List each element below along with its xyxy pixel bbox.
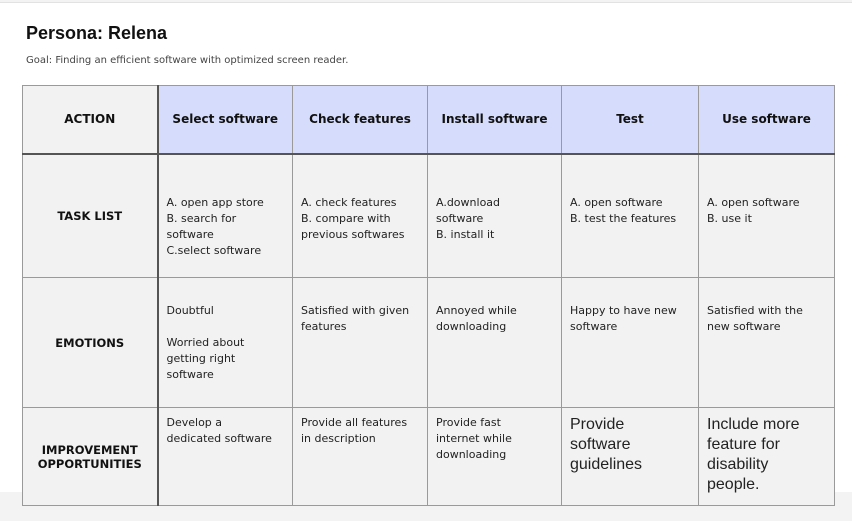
task-cell-select-software (158, 154, 293, 278)
improvement-cell-install-software (428, 408, 562, 506)
emotion-line: Satisfied with given (301, 304, 410, 317)
emotion-line: Annoyed while (436, 304, 517, 317)
task-cell-check-features (293, 154, 428, 278)
emotion-line: software (570, 320, 618, 333)
header-row (23, 86, 835, 154)
task-line: B. install it (436, 227, 495, 241)
task-cell-test (562, 154, 699, 278)
emotion-cell-select-software (158, 278, 293, 408)
header-cell-action: ACTION (23, 86, 158, 154)
task-line: A. open software (570, 195, 663, 209)
task-line: B. use it (707, 211, 752, 225)
emotion-line: Satisfied with the (707, 304, 803, 317)
emotion-cell-test (562, 278, 699, 408)
improvement-line: Develop a (166, 416, 223, 429)
emotion-line: new software (707, 320, 781, 333)
emotion-cell-check-features (293, 278, 428, 408)
improvement-line: disability (707, 456, 769, 473)
improvement-line: Provide all features (301, 416, 408, 429)
improvement-cell-test (562, 408, 699, 506)
improvement-cell-select-software (158, 408, 293, 506)
improvement-line: internet while (436, 432, 512, 445)
emotion-line: Worried about (166, 336, 245, 349)
task-line: B. test the features (570, 211, 677, 225)
header-cell-install-software: Install software (428, 86, 562, 154)
improvement-line: downloading (436, 448, 507, 461)
persona-title: Persona: Relena (26, 23, 168, 43)
improvement-line: feature for (707, 436, 780, 453)
emotion-line: Happy to have new (570, 304, 677, 317)
header-cell-test: Test (562, 86, 699, 154)
emotion-line: Doubtful (166, 304, 214, 317)
improvement-cell-use-software (699, 408, 835, 506)
emotion-spacer (167, 319, 285, 335)
emotions-row (23, 278, 835, 408)
task-line: software (166, 227, 214, 241)
task-cell-install-software (428, 154, 562, 278)
improvement-line: Provide (570, 416, 625, 433)
emotion-line: getting right (166, 352, 236, 365)
row-label-line: OPPORTUNITIES (37, 456, 142, 471)
improvement-line: software (570, 436, 631, 453)
task-line: A. open software (707, 195, 800, 209)
improvement-line: Provide fast (436, 416, 501, 429)
improvement-cell-check-features (293, 408, 428, 506)
emotion-line: features (301, 320, 347, 333)
improvement-line: guidelines (570, 456, 643, 473)
task-cell-use-software (699, 154, 835, 278)
header-cell-use-software: Use software (699, 86, 835, 154)
improvement-row (23, 408, 835, 506)
improvement-line: dedicated software (166, 432, 272, 445)
journey-map-page (0, 2, 852, 492)
row-label-emotions: EMOTIONS (23, 278, 158, 408)
row-label-line: IMPROVEMENT (41, 442, 138, 457)
task-line: B. search for (166, 211, 237, 225)
emotion-cell-install-software (428, 278, 562, 408)
header-cell-select-software: Select software (158, 86, 293, 154)
row-label-improvement (23, 408, 158, 506)
row-label-task-list: TASK LIST (23, 154, 158, 278)
emotion-line: software (166, 368, 214, 381)
task-line: software (436, 211, 484, 225)
task-list-row (23, 154, 835, 278)
improvement-line: people. (707, 476, 760, 493)
task-line: B. compare with (301, 211, 391, 225)
header-cell-check-features: Check features (293, 86, 428, 154)
journey-map-table (22, 85, 835, 506)
task-line: A.download (436, 195, 501, 209)
emotion-line: downloading (436, 320, 507, 333)
improvement-line: Include more (707, 416, 800, 433)
emotion-cell-use-software (699, 278, 835, 408)
task-line: previous softwares (301, 227, 405, 241)
persona-goal: Goal: Finding an efficient software with optimized screen reader. (26, 55, 349, 66)
task-line: C.select software (166, 243, 262, 257)
task-line: A. open app store (166, 195, 264, 209)
improvement-line: in description (301, 432, 376, 445)
task-line: A. check features (301, 195, 397, 209)
